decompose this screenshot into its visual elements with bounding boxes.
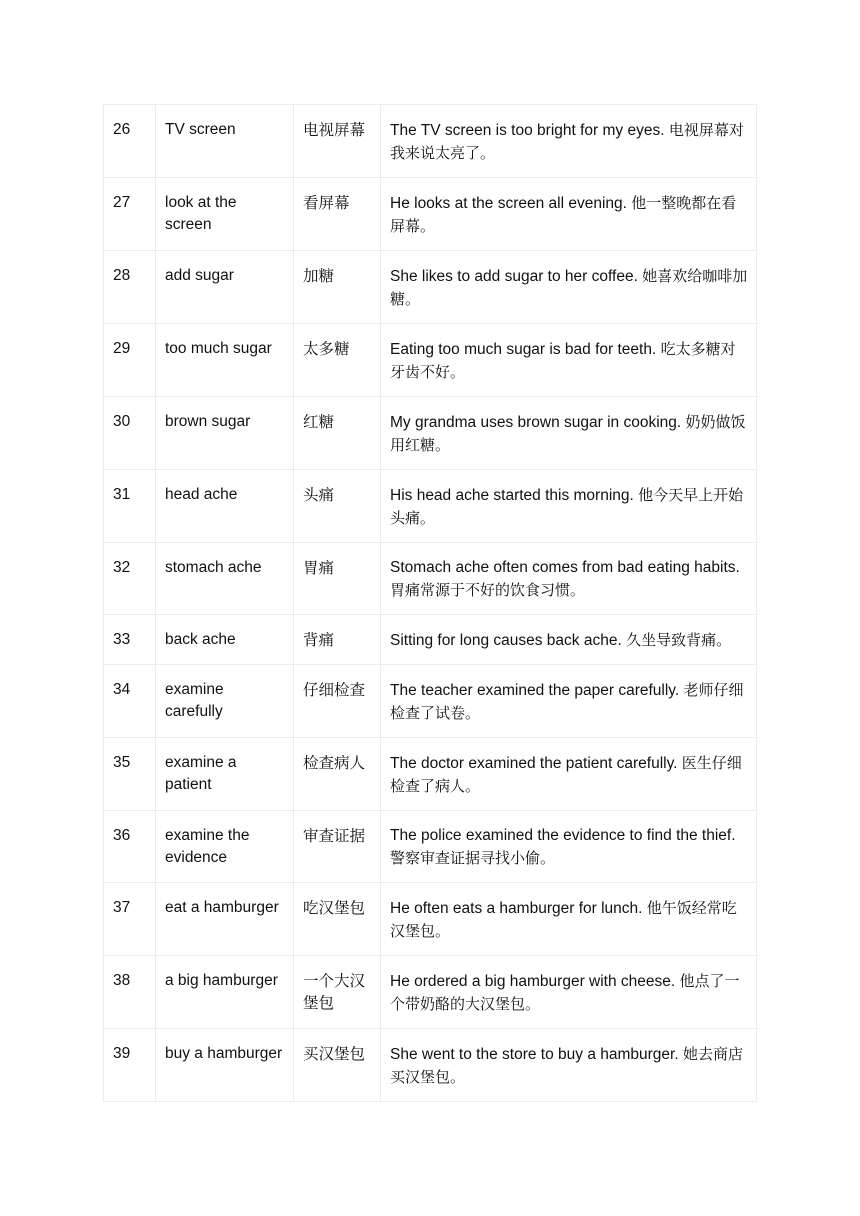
- chinese-translation: 胃痛: [294, 543, 381, 615]
- english-phrase: a big hamburger: [156, 956, 294, 1029]
- chinese-translation: 背痛: [294, 615, 381, 665]
- chinese-translation: 电视屏幕: [294, 105, 381, 178]
- english-phrase: examine the evidence: [156, 811, 294, 883]
- row-number: 35: [104, 738, 156, 811]
- table-row: [104, 178, 757, 251]
- example-chinese: 她喜欢给咖啡加糖。: [390, 267, 748, 308]
- chinese-translation: 买汉堡包: [294, 1029, 381, 1102]
- example-chinese: 他今天早上开始头痛。: [390, 486, 744, 527]
- example-sentence: [381, 251, 757, 324]
- english-phrase: brown sugar: [156, 397, 294, 470]
- chinese-translation: 吃汉堡包: [294, 883, 381, 956]
- table-row: [104, 811, 757, 883]
- example-chinese: 警察审查证据寻找小偷。: [390, 849, 556, 867]
- chinese-translation: 仔细检查: [294, 665, 381, 738]
- row-number: 29: [104, 324, 156, 397]
- row-number: 37: [104, 883, 156, 956]
- row-number: 36: [104, 811, 156, 883]
- example-chinese: 久坐导致背痛。: [626, 631, 732, 649]
- chinese-translation: 审查证据: [294, 811, 381, 883]
- chinese-translation: 一个大汉堡包: [294, 956, 381, 1029]
- row-number: 32: [104, 543, 156, 615]
- example-sentence: [381, 811, 757, 883]
- example-english: She went to the store to buy a hamburger.: [390, 1046, 679, 1063]
- english-phrase: back ache: [156, 615, 294, 665]
- table-row: [104, 470, 757, 543]
- row-number: 38: [104, 956, 156, 1029]
- example-sentence: [381, 665, 757, 738]
- english-phrase: too much sugar: [156, 324, 294, 397]
- english-phrase: look at the screen: [156, 178, 294, 251]
- example-english: The teacher examined the paper carefully.: [390, 682, 680, 699]
- table-row: [104, 105, 757, 178]
- english-phrase: examine carefully: [156, 665, 294, 738]
- english-phrase: examine a patient: [156, 738, 294, 811]
- example-chinese: 老师仔细检查了试卷。: [390, 681, 744, 722]
- example-english: The TV screen is too bright for my eyes.: [390, 122, 665, 139]
- table-row: [104, 738, 757, 811]
- example-chinese: 他午饭经常吃汉堡包。: [390, 899, 737, 940]
- row-number: 26: [104, 105, 156, 178]
- chinese-translation: 太多糖: [294, 324, 381, 397]
- table-row: [104, 324, 757, 397]
- chinese-translation: 看屏幕: [294, 178, 381, 251]
- vocabulary-table: [103, 104, 757, 1102]
- chinese-translation: 加糖: [294, 251, 381, 324]
- english-phrase: TV screen: [156, 105, 294, 178]
- example-english: Eating too much sugar is bad for teeth.: [390, 341, 657, 358]
- table-row: [104, 1029, 757, 1102]
- example-chinese: 医生仔细检查了病人。: [390, 754, 742, 795]
- example-sentence: [381, 397, 757, 470]
- table-row: [104, 397, 757, 470]
- example-english: He ordered a big hamburger with cheese.: [390, 973, 676, 990]
- example-english: The police examined the evidence to find the thief.: [390, 827, 736, 844]
- example-sentence: [381, 883, 757, 956]
- example-sentence: [381, 543, 757, 615]
- chinese-translation: 检查病人: [294, 738, 381, 811]
- example-english: Stomach ache often comes from bad eating habits.: [390, 559, 740, 576]
- example-chinese: 吃太多糖对牙齿不好。: [390, 340, 736, 381]
- example-sentence: [381, 178, 757, 251]
- example-sentence: [381, 324, 757, 397]
- chinese-translation: 红糖: [294, 397, 381, 470]
- example-english: He looks at the screen all evening.: [390, 195, 627, 212]
- example-chinese: 电视屏幕对我来说太亮了。: [390, 121, 744, 162]
- row-number: 30: [104, 397, 156, 470]
- table-row: [104, 615, 757, 665]
- table-row: [104, 665, 757, 738]
- table-row: [104, 251, 757, 324]
- table-row: [104, 883, 757, 956]
- table-row: [104, 956, 757, 1029]
- example-sentence: [381, 615, 757, 665]
- row-number: 28: [104, 251, 156, 324]
- example-english: My grandma uses brown sugar in cooking.: [390, 414, 682, 431]
- example-sentence: [381, 1029, 757, 1102]
- example-english: His head ache started this morning.: [390, 487, 634, 504]
- example-chinese: 他一整晚都在看屏幕。: [390, 194, 737, 235]
- chinese-translation: 头痛: [294, 470, 381, 543]
- example-sentence: [381, 470, 757, 543]
- example-sentence: [381, 956, 757, 1029]
- row-number: 27: [104, 178, 156, 251]
- english-phrase: add sugar: [156, 251, 294, 324]
- english-phrase: buy a hamburger: [156, 1029, 294, 1102]
- english-phrase: stomach ache: [156, 543, 294, 615]
- english-phrase: eat a hamburger: [156, 883, 294, 956]
- example-chinese: 他点了一个带奶酪的大汉堡包。: [390, 972, 740, 1013]
- row-number: 34: [104, 665, 156, 738]
- example-english: The doctor examined the patient carefully.: [390, 755, 678, 772]
- english-phrase: head ache: [156, 470, 294, 543]
- vocabulary-table-body: [104, 105, 757, 1102]
- row-number: 33: [104, 615, 156, 665]
- example-chinese: 胃痛常源于不好的饮食习惯。: [390, 581, 586, 599]
- example-sentence: [381, 738, 757, 811]
- row-number: 39: [104, 1029, 156, 1102]
- example-english: She likes to add sugar to her coffee.: [390, 268, 638, 285]
- example-english: Sitting for long causes back ache.: [390, 632, 622, 649]
- example-sentence: [381, 105, 757, 178]
- example-english: He often eats a hamburger for lunch.: [390, 900, 643, 917]
- example-chinese: 奶奶做饭用红糖。: [390, 413, 746, 454]
- row-number: 31: [104, 470, 156, 543]
- table-row: [104, 543, 757, 615]
- example-chinese: 她去商店买汉堡包。: [390, 1045, 743, 1086]
